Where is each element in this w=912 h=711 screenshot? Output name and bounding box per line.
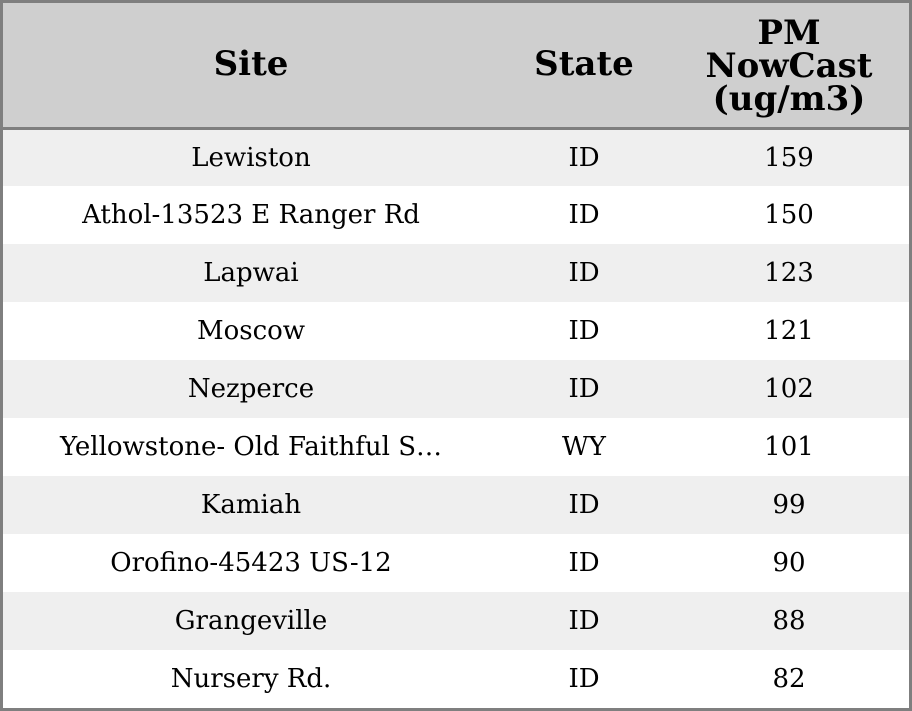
data-table xyxy=(3,3,909,708)
table-row xyxy=(3,244,909,302)
cell-pm-nowcast: 121 xyxy=(764,316,814,346)
table-row xyxy=(3,128,909,186)
cell-state: WY xyxy=(562,432,606,462)
cell-pm-nowcast: 123 xyxy=(764,258,814,288)
cell-pm-nowcast: 90 xyxy=(772,548,806,578)
table-row xyxy=(3,302,909,360)
cell-site: Nezperce xyxy=(187,374,315,404)
cell-pm-nowcast: 159 xyxy=(764,142,814,173)
cell-state: ID xyxy=(568,664,600,694)
cell-site: Moscow xyxy=(196,316,306,346)
cell-site: Orofino-45423 US-12 xyxy=(110,548,392,578)
cell-state: ID xyxy=(568,490,600,520)
cell-pm-nowcast: 101 xyxy=(764,432,814,462)
table-row xyxy=(3,360,909,418)
table-row xyxy=(3,476,909,534)
table-row xyxy=(3,186,909,244)
cell-site: Grangeville xyxy=(174,606,328,636)
cell-site: Nursery Rd. xyxy=(170,664,332,694)
table-row xyxy=(3,650,909,708)
table-row xyxy=(3,418,909,476)
table-body xyxy=(3,128,909,708)
cell-state: ID xyxy=(568,142,600,173)
cell-site: Lapwai xyxy=(203,258,299,288)
cell-pm-nowcast: 99 xyxy=(772,490,806,520)
pm-header-line-1: PM xyxy=(757,13,821,54)
column-header-state: State xyxy=(499,3,669,128)
table-header xyxy=(3,3,909,128)
cell-state: ID xyxy=(568,200,600,230)
cell-state: ID xyxy=(568,606,600,636)
column-header-pm-nowcast xyxy=(669,3,909,128)
cell-site: Lewiston xyxy=(191,142,311,173)
pm-header-line-2: NowCast xyxy=(705,46,873,87)
header-row xyxy=(3,3,909,128)
column-header-site: Site xyxy=(3,3,499,128)
pm-header-line-3: (ug/m3) xyxy=(712,79,866,120)
table-row xyxy=(3,592,909,650)
cell-pm-nowcast: 150 xyxy=(764,200,814,230)
cell-state: ID xyxy=(568,258,600,288)
cell-site: Athol-13523 E Ranger Rd xyxy=(82,200,420,230)
cell-site: Yellowstone- Old Faithful S… xyxy=(59,432,443,462)
table-row xyxy=(3,534,909,592)
cell-state: ID xyxy=(568,548,600,578)
cell-state: ID xyxy=(568,374,600,404)
cell-site: Kamiah xyxy=(200,490,302,520)
cell-pm-nowcast: 82 xyxy=(772,664,806,694)
cell-pm-nowcast: 102 xyxy=(764,374,814,404)
cell-state: ID xyxy=(568,316,600,346)
cell-pm-nowcast: 88 xyxy=(772,606,806,636)
